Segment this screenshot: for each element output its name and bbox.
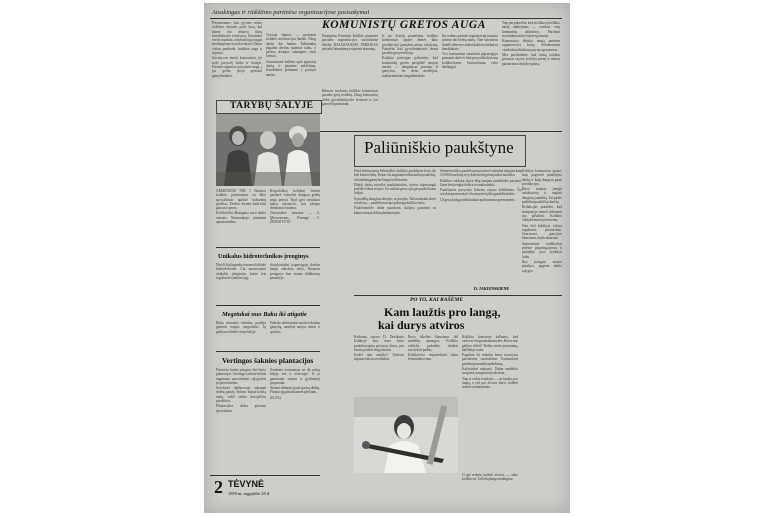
footer-date: 1959 m. rugpjūčio 29 d. xyxy=(228,491,271,496)
hidro-text-1: Netoli Stalingrado statoma didžiulė hidroelektrinė. Čia montuojami unikalūs įrenginiai, kurie leis reguliuoti vandens lygį. xyxy=(216,263,266,280)
kam-text-1: Kėdainių rajono D. Draskinio kolūkyje nuo seno buvo praktikuojama pavasarį durys, pro kurias pateksi lengviausiai. Kodėl taip atsitiko? Vadovai rūpinasi tik savo reikalais. xyxy=(354,335,404,362)
paliuniskio-text-1: Prieš keletą metų Paliūniškio kolūkio paukštyne buvo tik keli šimtai vištų. Dabar čia auginama tūkstančiai paukščių, o kiaušinių gamyba išaugo kelis kartus. Didelį darbą nuveikė paukštininkės, kurios rūpestingai prižiūri vištas ir žąsis. Jos sukūrė geras sąlygas paukščiams laikyti. Iš pradžių daug kas abejojo, ar pavyks. Tačiau darbas davė rezultatų — paukštynas tapo pelninga kolūkio šaka. Paukštininkės dirba sutartinai, dalijasi patirtimi su kaimyninių kolūkių darbuotojais. xyxy=(354,169,436,215)
left-top-text: Prisimename, kuo gyveno mūsų sodžiaus žmonės prieš karą, kai kaime dar nebuvo tikrų žemdirbystės tvarkymų. Ūkininkai vertėsi sunkiai, o dirbančiųjų vargai nesibaigė nuo ryto iki vakaro. Dabar viskas pasikeitė, kolūkiai auga ir stiprėja. Iniciatyvos ėmėsi komunistai, jie rodo pavyzdį darbe ir buityje. Partinė organizacija kasmet auga, į jos gretas įstoja geriausi gamybininkai. xyxy=(212,21,262,78)
signature: D. JAKIENSKIENE xyxy=(474,286,510,291)
headline-column-3: Iki rudens partinė organizacija numato priimti dar keletą narių. Tam skiriamas didelis dėmesys individualiam darbui su kandidatais. Visi komunistai sutartinai įsipareigojo pirmauti darbe ir būti pavyzdžiu kitiems kolūkiečiams. Susirinkimas vyko darbingai. xyxy=(442,34,498,70)
newspaper-page xyxy=(204,3,570,513)
column-rubric: PO TO, KAI RAŠĖME xyxy=(410,297,464,303)
footer-masthead: TĖVYNĖ xyxy=(228,479,265,489)
headline-kam: Kam laužtis pro langą, xyxy=(384,305,501,319)
worker-photo xyxy=(354,397,458,473)
left-divider-3 xyxy=(216,351,320,352)
left-divider-1 xyxy=(216,247,320,248)
photo-caption-right: Respublikos kolūkiai šiemet pardavė valstybei daugiau grūdų negu pernai. Ypač geri rezultatai kalnų rajonuose, kur įdiegta drėkinimo sistema. Nuotraukos autorius — A. Movsesianas. Parengė C. ŽEMAITYTĖ. xyxy=(270,189,320,225)
megstreli-text-1: Baku trikotažo fabrikas pradėjo gaminti naujus megztinius. Jų paklausa didelė visoje šalyje. xyxy=(216,321,266,334)
left-top-text-2: Vyrauja šlapios — gerinami kolūkio melioracijos darbai. Daug darbo dar laukia. Talkininkų pagalba derlius nuimtas laiku, o pašarų atsargos sukauptos visai žiemai. Susirinkime kalbėta apie agitacinį darbą ir jaunimo auklėjimą. Kandidatai priimami į partijos narius. xyxy=(266,33,316,77)
headline-megstreli: Megztukai nuo Baku iki atigatie xyxy=(222,311,307,318)
headline-column-2: Ir po dviejų pranešimų kolūkio komunistai aptarė žemės ūkio produkcijos gamybos planų vykdymą. Pabrėžta, kad gyvulininkystės ferma pasiekė gerų rezultatų. Kolūkio partorgas pažymėjo, kad komunistų gretos pasipildė naujais nariais — daugiausia jaunimo iš gamybos. Jie dirba melžėjais, traktorininkais, brigadininkais. xyxy=(382,34,438,78)
left-divider-2 xyxy=(216,305,320,306)
top-kicker: Atsakingas ir riūkštimo partinėse organizacijose pasisakymai xyxy=(212,9,370,16)
headline-paliuniskio: Paliūniškio paukštyne xyxy=(364,138,514,157)
farmers-photo xyxy=(216,114,320,186)
vertingos-text-1: Primorės krašte įrengtos žen-šenio plantacijos. Vertinga vaistinė šaknis auginama specialiomis sąlygomis po pavėsinėmis. Sovchozo darbuotojai sukaupė didelę patirtį. Šaknys bręsta keletą metų, todėl reikia kruopščios priežiūros. Plantacijose dirba geriausi specialistai. xyxy=(216,368,266,413)
footer-text-right: O gal reikėtų kalbėti atvirai, — sako kolūkietis. Tai būtų daug naudingiau. xyxy=(462,473,518,482)
footer-page-number: 2 xyxy=(214,477,223,497)
section-tarybu-saly: TARYBŲ ŠALYJE xyxy=(230,101,314,111)
headline-vertingos: Vertingos šaknies plantacijos xyxy=(222,356,314,365)
hidro-text-2: Statybininkai įsipareigojo darbus baigti anksčiau laiko. Naujasis įrenginys bus vienas didžiausių pasaulyje. xyxy=(270,263,320,280)
kam-text-2: Buvo iškeltas klausimas dėl sandėlių apsaugos. Kolūkio valdyba pažadėjo skubiai sutvarkyti padėtį. Kolūkiečiai nepatenkinti tokiu šeimininkavimu. xyxy=(408,335,458,362)
headline-column-4: Taip pat pabrėžta, kad atsilikusių kolūkio narių auklėjimas — svarbus visų komunistų uždavinys. Partiniai susirinkimai turi vykti reguliariai. Komunistai išrinko naują partinės organizacijos biurą. Sekretoriumi vienbalsiai išrinktas patyręs agronomas. Mes pasižadame, kad mūsų kolūkis pirmasis rajone įvykdys pieno ir mėsos pardavimo valstybei planą. xyxy=(502,21,560,66)
vertingos-text-2: Ženšenis vertinamas ne tik mūsų šalyje, bet ir užsienyje. Iš jo gaminami vaistai ir gydomieji preparatai. Šiemet tikimasi gauti gausų derlių. Plantacijų plotai kasmet plečiami. (ELTA) xyxy=(270,368,320,400)
headline-hidro: Unikalus hidrotechnikos įrenginys xyxy=(218,253,309,260)
megstreli-text-2: Fabriko darbininkai nuolat tobulina gamybą, naudoja naujus raštus ir spalvas. xyxy=(270,321,320,334)
photo-caption-left: ARMĖNIJOS TSR. I. Batakos kolūkio pirmininkas su ūkio specialistais apžiūri kukurūzų pasėlius. Derlius šiemet žada būti gausus ir geras. Kolūkiečiai džiaugiasi savo darbo vaisiais. Nuotraukoje: pirmūnai aptaria darbus. xyxy=(216,189,266,225)
headline-column-1: Pareigūnų Partinėje kolūkio pirminės partinės organizacijos susirinkime iškelta DAUGIAUSIAS PAREIGAS pasiekti laimėjimų ir stiprinti drausmę. xyxy=(322,34,378,51)
headline-column-5: Būrusio tarybinio kolūkio komunistai pasiekė gerų rodiklių. Daug komunistų dirba gyvulininkystės fermose ir yra gamybos pirmūnai. xyxy=(322,89,378,106)
headline-kam-2: kai durys atviros xyxy=(378,318,465,332)
kam-text-3: Kolūkio kontoroje kalbama, kad vadovai vengia atsakomybės. Bet ar taip galima dirbti? Reikia imtis priemonių, kad būtų tvarka. Pagaliau šis reikalas buvo svarstytas partiniame susirinkime. Komunistai griežtai pasmerkė aplaidumą. Kaltininkai nubausti. Dabar sandėliai saugomi, įrengti nauji užraktai. Taip ir reikia tvarkytis — ne laužtis pro langą, o eiti pro atviras duris, kalbėti atvirai su žmonėmis. xyxy=(462,335,518,390)
paliuniskio-text-2: Šiemet kolūkio paukštynas pardavė valstybei daugiau kaip 14.000 kiaušinių ir įvykdė metinį planą anksčiau laiko. Kolūkio valdyba skyrė lėšų naujam paukštidės pastatui. Jame bus įrengta elektra ir vandentiekis. Paukštynas pavyzdys kitiems rajono kolūkiams. Čia atvyksta pasimokyti ir kaimyninių ūkių paukštininkės. Už gerą darbą paukštininkės apdovanotos premijomis. xyxy=(440,169,522,202)
main-headline: KOMUNISTŲ GRETOS AUGA xyxy=(322,19,487,31)
right-column-text: Kolūkio komunistai aptarė, kaip pagerinti paukštyno darbą ir kaip daugiau gauti produkcijos. Buvo nutarta įrengti inkubatorių ir auginti daugiau jauniklių. Tai padės padidinti paukščių skaičių. Redakcijai pranešta, kad straipsnyje minėti trūkumai jau pašalinti. Kolūkio valdyba ėmėsi priemonių. Nuo šiol kolūkyje vyksta reguliarūs pasitarimai. Svarstomi gamybos klausimai, darbo drausmė. Susirinkime kolūkiečiai priėmė įsipareigojimus ir pažadėjo juos įvykdyti laiku. Bus įrengtos naujos patalpos, pagerės darbo sąlygos. xyxy=(522,169,562,273)
footer-rule xyxy=(210,475,320,476)
section-divider-1 xyxy=(320,131,562,132)
